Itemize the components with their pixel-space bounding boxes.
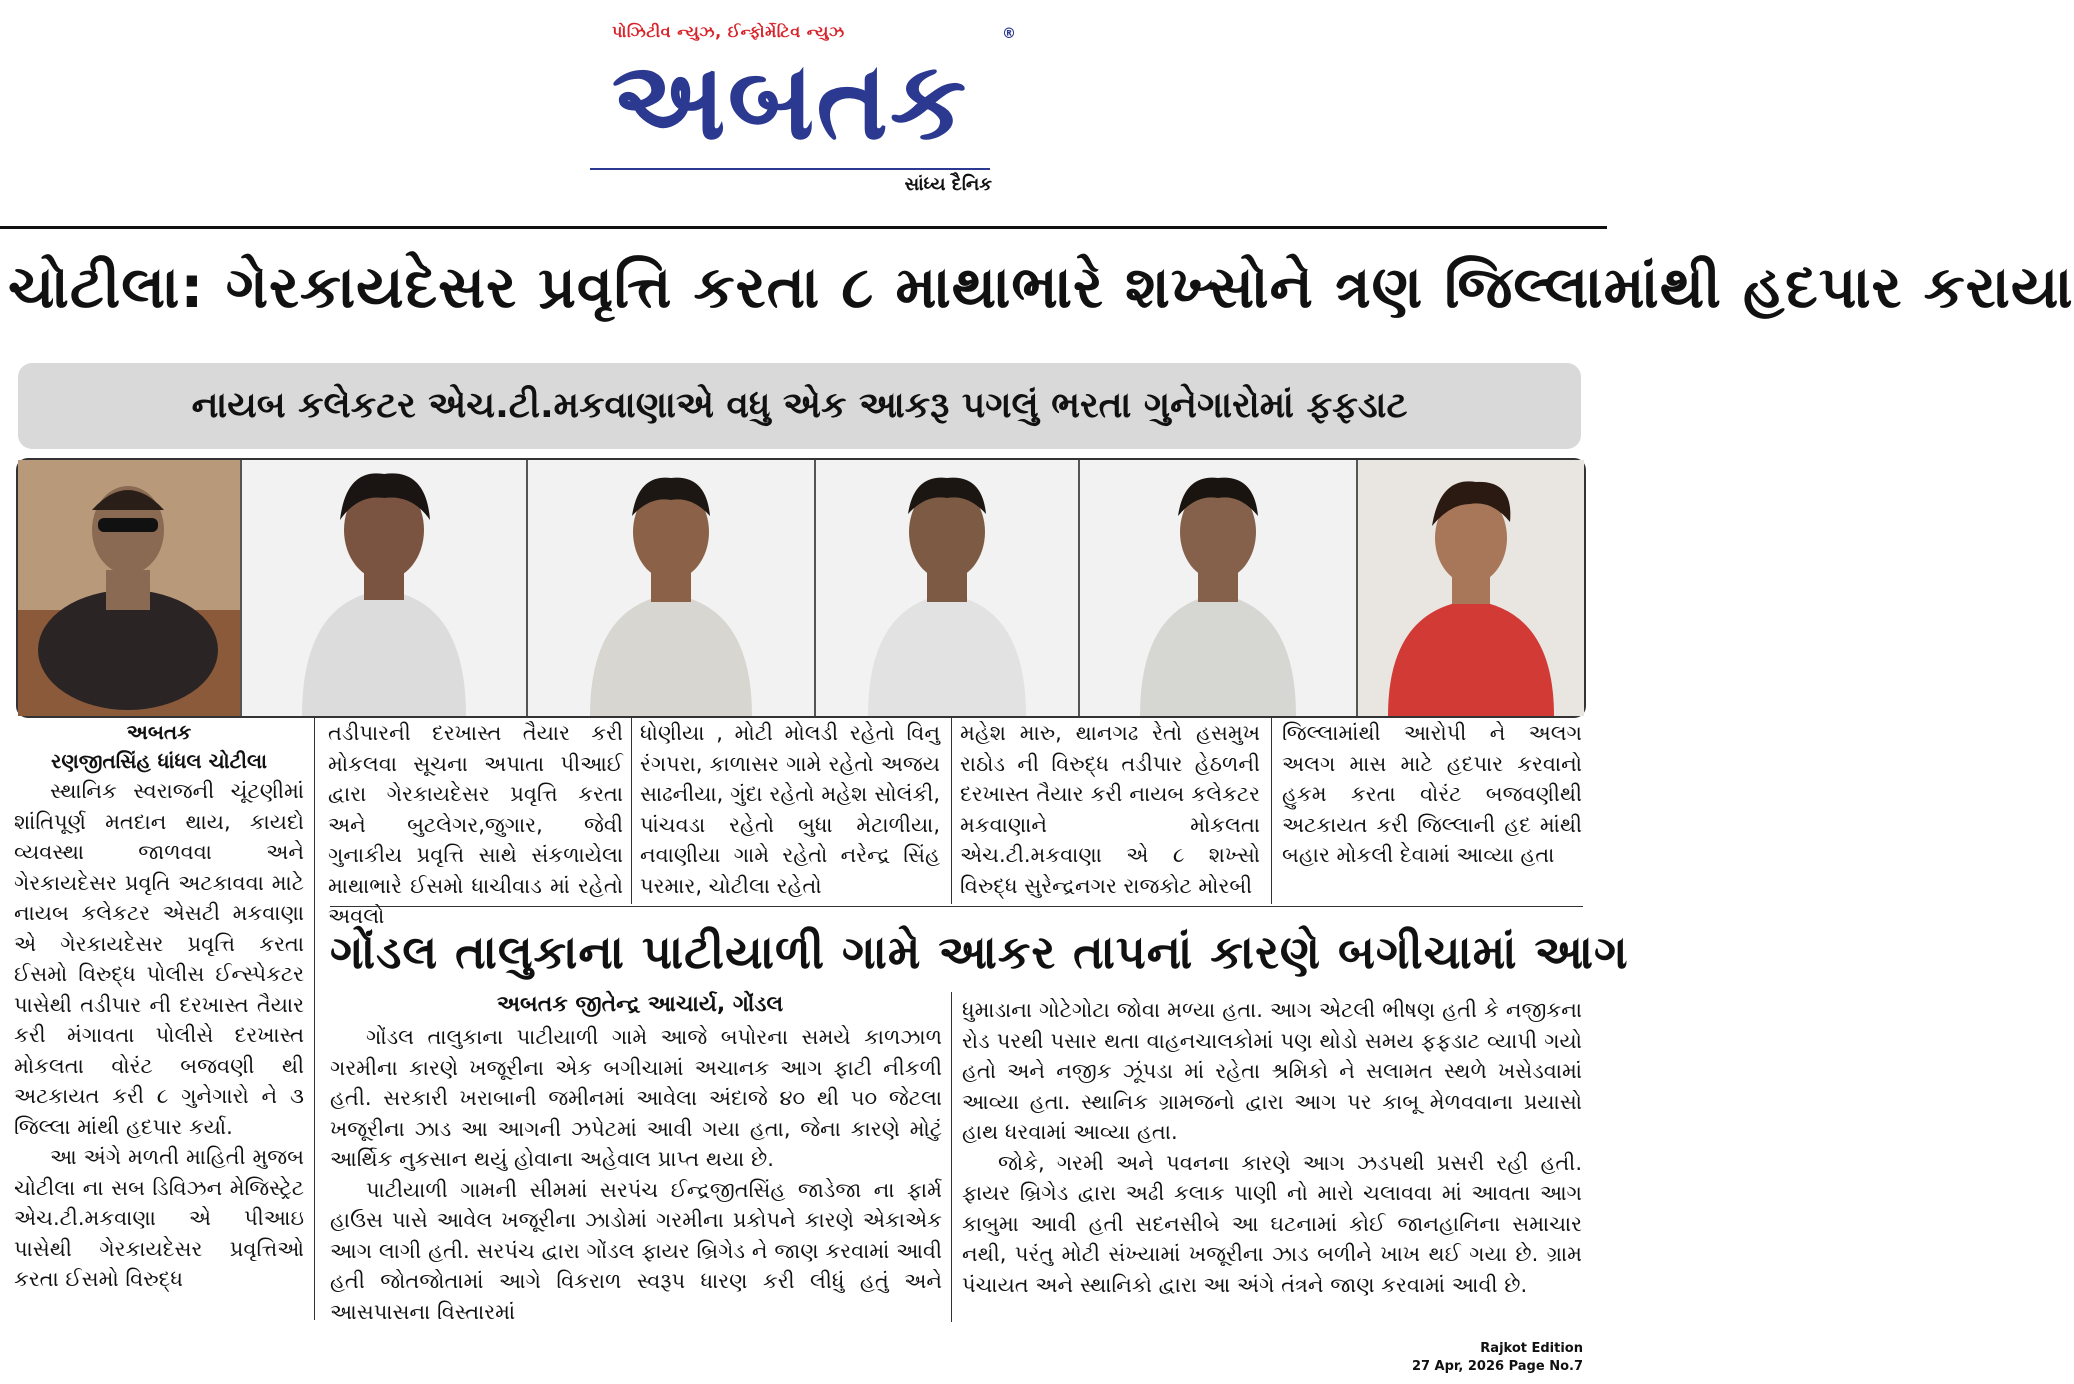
- column-divider: [951, 718, 952, 904]
- story2-headline: ગોંડલ તાલુકાના પાટીયાળી ગામે આકર તાપનાં કારણે બગીચામાં આગ: [330, 925, 1629, 979]
- story1-paragraph: આ અંગે મળતી માહિતી મુજબ ચોટીલા ના સબ ડિવિઝન મેજિસ્ટ્રેટ એચ.ટી.મકવાણા એ પીઆઇ પાસેથી ગેરકાયદેસર પ્રવૃત્તિઓ કરતા ઈસમો વિરુદ્ધ: [14, 1145, 304, 1291]
- registered-mark: ®: [1002, 26, 1016, 42]
- edition-date-page: 27 Apr, 2026 Page No.7: [1411, 1359, 1583, 1374]
- edition-name: Rajkot Edition: [1480, 1341, 1583, 1356]
- top-divider: [0, 226, 1607, 229]
- section-divider: [330, 906, 1583, 907]
- story1-byline-author: રણજીતસિંહ ધાંધલ ચોટીલા: [50, 749, 268, 773]
- story1-byline-source: અબતક: [126, 720, 192, 744]
- story1-column-4: મહેશ મારુ, થાનગઢ રેતો હસમુખ રાઠોડ ની વિરુદ્ધ તડીપાર હેઠળની દરખાસ્ત તૈયાર કરી નાયબ કલેકટર મકવાણાને મોકલતા એચ.ટી.મકવાણા એ ૮ શખ્સો વિરુદ્ધ સુરેન્દ્રનગર રાજકોટ મોરબી: [960, 721, 1260, 898]
- accused-photo-6: [1358, 460, 1584, 716]
- story2-byline: અબતક જીતેન્દ્ર આચાર્ય, ગોંડલ: [496, 992, 784, 1017]
- story2-column-right: [962, 995, 1582, 1323]
- newspaper-logo: અબતક: [611, 39, 969, 164]
- story1-headline: ચોટીલા: ગેરકાયદેસર પ્રવૃત્તિ કરતા ૮ માથાભારે શખ્સોને ત્રણ જિલ્લામાંથી હદપાર કરાયા: [8, 253, 2074, 321]
- story2-paragraph: પાટીયાળી ગામની સીમમાં સરપંચ ઈન્દ્રજીતસિંહ જાડેજા ના ફાર્મ હાઉસ પાસે આવેલ ખજૂરીના ઝાડોમાં ગરમીના પ્રકોપને કારણે એકાએક આગ લાગી હતી. સરપંચ દ્વારા ગોંડલ ફાયર બ્રિગેડ ને જાણ કરવામાં આવી હતી જોતજોતામાં આગે વિકરાળ સ્વરૂપ ધારણ કરી લીધું હતું અને આસપાસના વિસ્તારમાં: [330, 1177, 942, 1324]
- masthead-tagline: પોઝિટીવ ન્યુઝ, ઈન્ફોર્મેટિવ ન્યુઝ: [612, 22, 845, 41]
- story2-column-left: [330, 1022, 942, 1322]
- column-divider: [314, 718, 315, 1320]
- accused-photo-2: [242, 460, 526, 716]
- column-divider: [1271, 718, 1272, 904]
- story2-paragraph: ધુમાડાના ગોટેગોટા જોવા મળ્યા હતા. આગ એટલી ભીષણ હતી કે નજીકના રોડ પરથી પસાર થતા વાહનચાલકોમાં પણ થોડો સમય ફફડાટ વ્યાપી ગયો હતો અને નજીક ઝૂંપડા માં રહેતા શ્રમિકો ને સલામત સ્થળે ખસેડવામાં આવ્યા હતા. સ્થાનિક ગ્રામજનો દ્વારા આગ પર કાબૂ મેળવવાના પ્રયાસો હાથ ધરવામાં આવ્યા હતા.: [962, 998, 1582, 1144]
- accused-photo-strip: [16, 458, 1586, 718]
- masthead: [560, 20, 1020, 210]
- story1-column-2: તડીપારની દરખાસ્ત તૈયાર કરી મોકલવા સૂચના અપાતા પીઆઈ દ્વારા ગેરકાયદેસર પ્રવૃત્તિ કરતા અને બુટલેગર,જુગાર, જેવી ગુનાકીય પ્રવૃત્તિ સાથે સંકળાયેલા માથાભારે ઈસમો ધાચીવાડ માં રહેતો અવલો: [328, 721, 623, 928]
- logo-underline: [590, 168, 990, 170]
- story1-subheadline: નાયબ કલેકટર એચ.ટી.મકવાણાએ વધુ એક આકરૂ પગલું ભરતા ગુનેગારોમાં ફફડાટ: [18, 363, 1581, 449]
- story1-column-1: [14, 718, 304, 1318]
- story2-paragraph: જોકે, ગરમી અને પવનના કારણે આગ ઝડપથી પ્રસરી રહી હતી. ફાયર બ્રિગેડ દ્વારા અઢી કલાક પાણી નો મારો ચલાવવા માં આવતા આગ કાબુમા આવી હતી સદનસીબે આ ઘટનામાં કોઈ જાનહાનિના સમાચાર નથી, પરંતુ મોટી સંખ્યામાં ખજૂરીના ઝાડ બળીને ખાખ થઈ ગયા છે. ગ્રામ પંચાયત અને સ્થાનિકો દ્વારા આ અંગે તંત્રને જાણ કરવામાં આવી છે.: [962, 1150, 1582, 1297]
- story1-column-3: ધોણીયા , મોટી મોલડી રહેતો વિનુ રંગપરા, કાળાસર ગામે રહેતો અજય સાઢનીયા, ગુંદા રહેતો મહેશ સોલંકી, પાંચવડા રહેતો બુધા મેટાળીયા, નવાણીયા ગામે રહેતો નરેન્દ્ર સિંહ પરમાર, ચોટીલા રહેતો: [640, 721, 940, 898]
- accused-photo-1: [18, 460, 240, 716]
- accused-photo-3: [528, 460, 814, 716]
- accused-photo-4: [816, 460, 1078, 716]
- story2-paragraph: ગોંડલ તાલુકાના પાટીયાળી ગામે આજે બપોરના સમયે કાળઝાળ ગરમીના કારણે ખજૂરીના એક બગીચામાં અચાનક આગ ફાટી નીકળી હતી. સરકારી ખરાબાની જમીનમાં આવેલા અંદાજે ૪૦ થી ૫૦ જેટલા ખજૂરીના ઝાડ આ આગની ઝપેટમાં આવી ગયા હતા, જેના કારણે મોટું આર્થિક નુકસાન થયું હોવાના અહેવાલ પ્રાપ્ત થયા છે.: [330, 1025, 942, 1171]
- story1-paragraph: સ્થાનિક સ્વરાજની ચૂંટણીમાં શાંતિપૂર્ણ મતદાન થાય, કાયદો વ્યવસ્થા જાળવવા અને ગેરકાયદેસર પ્રવૃતિ અટકાવવા માટે નાયબ કલેકટર એસટી મકવાણા એ ગેરકાયદેસર પ્રવૃત્તિ કરતા ઈસમો વિરુદ્ધ પોલીસ ઈન્સ્પેકટર પાસેથી તડીપાર ની દરખાસ્ત તૈયાર કરી મંગાવતા પોલીસે દરખાસ્ત મોકલતા વોરંટ બજવણી થી અટકાયત કરી ૮ ગુનેગારો ને ૩ જિલ્લા માંથી હદપાર કર્યા.: [14, 779, 304, 1139]
- column-divider: [631, 718, 632, 904]
- edition-info: [1412, 1340, 1583, 1376]
- masthead-subtitle: સાંધ્ય દૈનિક: [904, 174, 992, 195]
- column-divider: [951, 992, 952, 1322]
- accused-photo-5: [1080, 460, 1356, 716]
- story1-column-5: જિલ્લામાંથી આરોપી ને અલગ અલગ માસ માટે હદપાર કરવાનો હુકમ કરતા વોરંટ બજવણીથી અટકાયત કરી જિલ્લાની હદ માંથી બહાર મોકલી દેવામાં આવ્યા હતા: [1282, 721, 1582, 867]
